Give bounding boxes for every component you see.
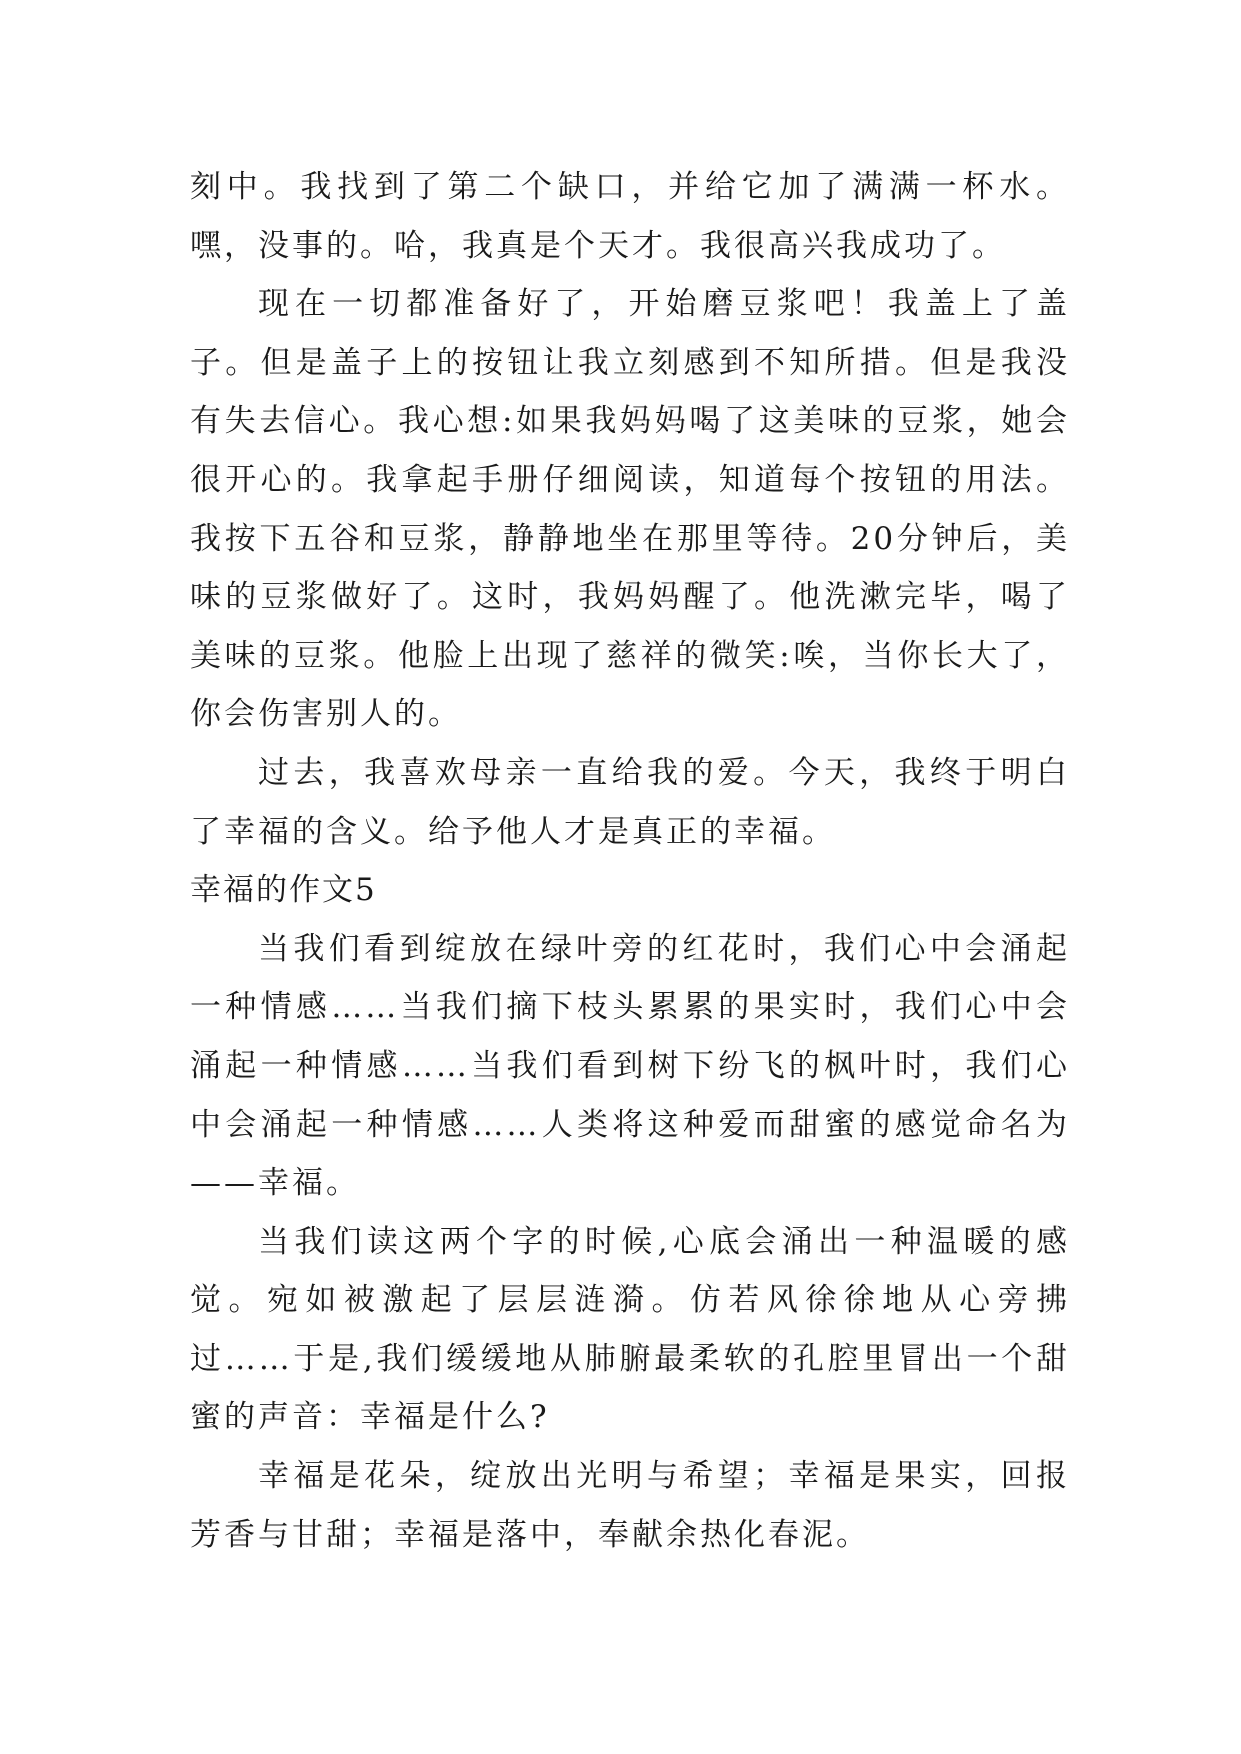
paragraph-1: 刻中。我找到了第二个缺口，并给它加了满满一杯水。嘿，没事的。哈，我真是个天才。我很高兴我成功了。 bbox=[190, 169, 1070, 264]
paragraph-4: 当我们看到绽放在绿叶旁的红花时，我们心中会涌起一种情感……当我们摘下枝头累累的果实时，我们心中会涌起一种情感……当我们看到树下纷飞的枫叶时，我们心中会涌起一种情感……人类将这种爱而甜蜜的感觉命名为——幸福。 bbox=[190, 930, 1070, 1202]
paragraph-3: 过去，我喜欢母亲一直给我的爱。今天，我终于明白了幸福的含义。给予他人才是真正的幸福。 bbox=[190, 754, 1070, 850]
document-body bbox=[190, 158, 1070, 1564]
paragraph-2: 现在一切都准备好了，开始磨豆浆吧！我盖上了盖子。但是盖子上的按钮让我立刻感到不知所措。但是我没有失去信心。我心想:如果我妈妈喝了这美味的豆浆，她会很开心的。我拿起手册仔细阅读，知道每个按钮的用法。我按下五谷和豆浆，静静地坐在那里等待。20分钟后，美味的豆浆做好了。这时，我妈妈醒了。他洗漱完毕，喝了美味的豆浆。他脸上出现了慈祥的微笑:唉，当你长大了，你会伤害别人的。 bbox=[190, 286, 1070, 733]
paragraph-6: 幸福是花朵，绽放出光明与希望；幸福是果实，回报芳香与甘甜；幸福是落中，奉献余热化春泥。 bbox=[190, 1458, 1070, 1553]
paragraph-5: 当我们读这两个字的时候,心底会涌出一种温暖的感觉。宛如被激起了层层涟漪。仿若风徐徐地从心旁拂过……于是,我们缓缓地从肺腑最柔软的孔腔里冒出一个甜蜜的声音：幸福是什么? bbox=[190, 1223, 1070, 1436]
section-heading: 幸福的作文5 bbox=[190, 872, 377, 909]
